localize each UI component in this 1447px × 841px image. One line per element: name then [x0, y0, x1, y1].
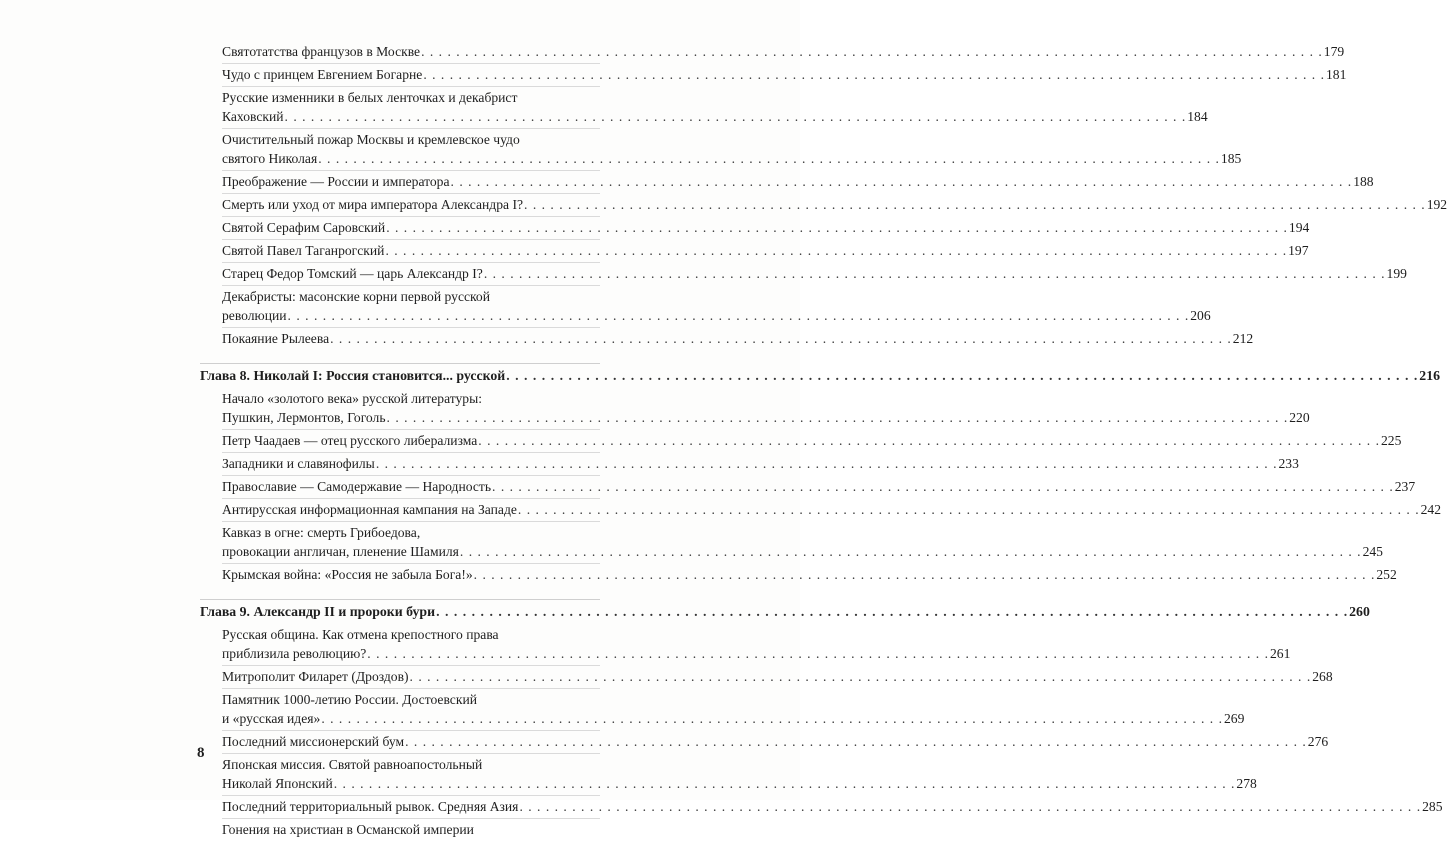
toc-entry — [222, 285, 1211, 327]
toc-page-number: 285 — [1422, 799, 1443, 814]
toc-entry-title: Гонения на христиан в Османской империи — [222, 822, 474, 837]
toc-entry — [222, 730, 1329, 753]
toc-page-number: 237 — [1394, 479, 1416, 494]
toc-entry-title: Православие — Самодержавие — Народность — [222, 479, 492, 494]
chapter-title: Глава 8. Николай I: Россия становится... русской — [200, 368, 506, 383]
dot-leader — [366, 644, 1270, 663]
toc-entry-title: приблизила революцию? — [222, 646, 367, 661]
dot-leader — [459, 542, 1363, 561]
chapter-heading-9 — [200, 599, 1370, 624]
toc-entry-title: Пушкин, Лермонтов, Гоголь — [222, 410, 386, 425]
toc-entry — [222, 475, 1416, 498]
toc-page-number: 188 — [1353, 174, 1374, 189]
toc-entry-title: Крымская война: «Россия не забыла Бога!» — [222, 567, 473, 582]
toc-entry-title: Старец Федор Томский — царь Александр I? — [222, 266, 483, 281]
toc-entry-title: Каховский — [222, 109, 284, 124]
toc-entry-line: Русская община. Как отмена крепостного права — [222, 627, 499, 642]
toc-entry — [222, 239, 1309, 262]
toc-entry — [222, 327, 1254, 350]
toc-entry-line: Кавказ в огне: смерть Грибоедова, — [222, 525, 421, 540]
toc-entry-title: Западники и славянофилы — [222, 456, 375, 471]
dot-leader — [422, 65, 1326, 84]
toc-page-number: 268 — [1312, 669, 1333, 684]
chapter-heading-8 — [200, 363, 1440, 388]
table-of-contents — [200, 41, 1447, 841]
toc-page-number: 181 — [1326, 67, 1347, 82]
toc-page-number: 220 — [1289, 410, 1310, 425]
toc-entry-title: святого Николая — [222, 151, 318, 166]
dot-leader — [477, 431, 1381, 450]
dot-leader — [320, 709, 1224, 728]
toc-entry-title: Последний миссионерский бум — [222, 734, 405, 749]
toc-entry-title: Митрополит Филарет (Дроздов) — [222, 669, 409, 684]
toc-section-chapter-8 — [200, 388, 1441, 586]
dot-leader — [284, 107, 1188, 126]
toc-page-number: 252 — [1376, 567, 1397, 582]
toc-entry-title: Святотатства французов в Москве — [222, 44, 421, 59]
toc-page-number: 192 — [1426, 197, 1447, 212]
dot-leader — [450, 172, 1354, 191]
toc-entry-line: Памятник 1000-летию России. Достоевский — [222, 692, 477, 707]
dot-leader — [287, 306, 1191, 325]
dot-leader — [375, 454, 1279, 473]
toc-entry-title: Петр Чаадаев — отец русского либерализма — [222, 433, 478, 448]
toc-entry-title: революции — [222, 308, 287, 323]
toc-entry-title: Николай Японский — [222, 776, 333, 791]
chapter-page-number: 216 — [1419, 368, 1440, 383]
dot-leader — [333, 774, 1237, 793]
toc-page-number: 184 — [1187, 109, 1208, 124]
dot-leader — [420, 42, 1324, 61]
toc-page-number: 276 — [1307, 734, 1329, 749]
toc-entry — [222, 498, 1441, 521]
dot-leader — [517, 500, 1421, 519]
dot-leader — [473, 565, 1377, 584]
toc-entry — [222, 128, 1242, 170]
toc-entry-line: Японская миссия. Святой равноапостольный — [222, 757, 483, 772]
dot-leader — [483, 264, 1387, 283]
toc-entry-title: Смерть или уход от мира императора Александра I? — [222, 197, 524, 212]
toc-page-number: 206 — [1190, 308, 1211, 323]
dot-leader — [404, 732, 1308, 751]
toc-entry — [222, 452, 1299, 475]
toc-entry-title: Святой Серафим Саровский — [222, 220, 386, 235]
page-number: 8 — [197, 745, 205, 761]
toc-entry — [222, 193, 1447, 216]
dot-leader — [435, 602, 1349, 621]
toc-entry — [222, 665, 1333, 688]
toc-page-number: 179 — [1323, 44, 1345, 59]
dot-leader — [409, 667, 1313, 686]
dot-leader — [523, 195, 1427, 214]
toc-entry-title: и «русская идея» — [222, 711, 321, 726]
toc-section-chapter-7-continued — [200, 41, 1447, 350]
toc-entry — [222, 262, 1407, 285]
toc-entry-title: Святой Павел Таганрогский — [222, 243, 385, 258]
toc-entry — [222, 86, 1208, 128]
toc-entry — [222, 63, 1347, 86]
toc-entry-line: Начало «золотого века» русской литературы: — [222, 391, 483, 406]
toc-page-number: 185 — [1220, 151, 1242, 166]
dot-leader — [384, 241, 1288, 260]
toc-entry-line: Русские изменники в белых ленточках и декабрист — [222, 90, 518, 105]
toc-entry-title: Чудо с принцем Евгением Богарне — [222, 67, 423, 82]
toc-entry — [222, 388, 1310, 429]
toc-page-number: 225 — [1380, 433, 1402, 448]
dot-leader — [386, 408, 1290, 427]
dot-leader — [385, 218, 1289, 237]
toc-entry-title: Покаяние Рылеева — [222, 331, 330, 346]
toc-entry — [222, 688, 1245, 730]
toc-entry — [222, 41, 1345, 63]
toc-entry — [222, 563, 1397, 586]
toc-page-number: 261 — [1269, 646, 1291, 661]
chapter-page-number: 260 — [1349, 604, 1370, 619]
toc-page-number: 242 — [1420, 502, 1441, 517]
toc-entry — [222, 753, 1257, 795]
toc-page-number: 197 — [1288, 243, 1309, 258]
toc-entry-title: провокации англичан, пленение Шамиля — [222, 544, 459, 559]
toc-entry — [222, 521, 1383, 563]
toc-page-number: 212 — [1232, 331, 1254, 346]
toc-entry — [222, 170, 1374, 193]
toc-entry-line: Декабристы: масонские корни первой русской — [222, 289, 490, 304]
chapter-title: Глава 9. Александр II и пророки бури — [200, 604, 436, 619]
toc-section-chapter-9 — [200, 624, 1443, 841]
dot-leader — [329, 329, 1233, 348]
toc-entry — [222, 795, 1443, 818]
toc-page-number: 194 — [1288, 220, 1310, 235]
toc-page-number: 233 — [1278, 456, 1299, 471]
toc-entry — [222, 624, 1291, 665]
dot-leader — [505, 366, 1419, 385]
toc-entry-title: Последний территориальный рывок. Средняя Азия — [222, 799, 519, 814]
toc-entry-line: Очистительный пожар Москвы и кремлевское чудо — [222, 132, 520, 147]
dot-leader — [491, 477, 1395, 496]
toc-page-number: 278 — [1236, 776, 1257, 791]
toc-entry-title: Антирусская информационная кампания на Западе — [222, 502, 517, 517]
toc-entry — [222, 429, 1402, 452]
toc-entry — [222, 818, 600, 841]
toc-page-number: 269 — [1224, 711, 1245, 726]
toc-entry-title: Преображение — России и императора — [222, 174, 450, 189]
toc-entry — [222, 216, 1310, 239]
dot-leader — [317, 149, 1221, 168]
toc-page-number: 245 — [1362, 544, 1383, 559]
toc-page-number: 199 — [1386, 266, 1407, 281]
dot-leader — [518, 797, 1422, 816]
